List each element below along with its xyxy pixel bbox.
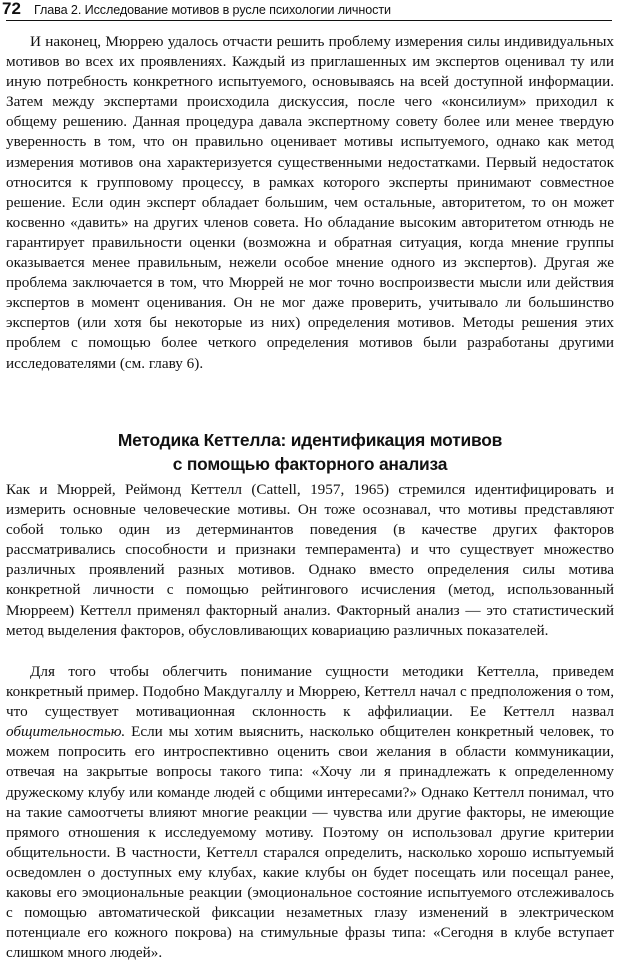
paragraph-text-rest: Если мы хотим выяснить, насколько общителен конкретный человек, то можем попросить его интроспективно оценить свои желания в области коммуникации, отвечая на закрытые вопросы такого типа: «Хочу ли я принадлежать к определенному дружескому клубу или команде людей с общими интересами?» Однако Кеттелл понимал, что на такие самоотчеты влияют многие реакции — чувства или другие факторы, не имеющие прямого отношения к исследуемому мотиву. Поэтому он использовал другие критерии общительности. В частности, Кеттелл старался определить, насколько хорошо испытуемый осведомлен о доступных ему клубах, какие клубы он будет посещать или посещал ранее, каковы его эмоциональные реакции (эмоциональное состояние испытуемого отслеживалось с помощью автоматической фиксации незаметных глазу изменений в электрическом потенциале его кожного покрова) на стимульные фразы типа: «Сегодня в клубе вступает слишком много людей». <box>6 723 614 962</box>
section-heading-line-2: с помощью факторного анализа <box>172 454 448 474</box>
running-title: Глава 2. Исследование мотивов в русле психологии личности <box>34 3 391 17</box>
paragraph-cattell-intro: Как и Мюррей, Реймонд Кеттелл (Cattell, 1957, 1965) стремился идентифицировать и измерить основные человеческие мотивы. Он тоже осознавал, что мотивы представляют собой только один из детерминантов поведения (в качестве других факторов рассматривались способности и признаки темперамента) и что существует множество различных проявлений разных мотивов. Однако вместо определения силы мотива конкретной личности с помощью рейтингового исчисления (метод, использованный Мюрреем) Кеттелл применял факторный анализ. Факторный анализ — это статистический метод выделения факторов, обусловливающих ковариацию различных показателей. <box>6 481 614 639</box>
italic-term: общительностью. <box>6 723 126 741</box>
section-heading-line-1: Методика Кеттелла: идентификация мотивов <box>117 430 503 450</box>
paragraph-murray-experts: И наконец, Мюррею удалось отчасти решить проблему измерения силы индивидуальных мотивов во всех их проявлениях. Каждый из приглашенных им экспертов оценивал ту или иную потребность конкретного испытуемого, основываясь на всей доступной информации. Затем между экспертами происходила дискуссия, после чего «консилиум» приходил к общему решению. Данная процедура давала экспертному совету более или менее твердую уверенность в том, что он правильно оценивает мотивы испытуемого, однако как метод измерения мотивов она характеризуется существенными недостатками. Первый недостаток относится к групповому процессу, в рамках которого эксперты принимают совместное решение. Если один эксперт обладает большим, чем остальные, авторитетом, то он может косвенно «давить» на других членов совета. Но обладание высоким авторитетом отнюдь не гарантирует правильности оценки (возможна и обратная ситуация, когда мнение группы оказывается менее правильным, нежели особое мнение одного из экспертов). Другая же проблема заключается в том, что Мюррей не мог точно воспроизвести мысли или действия экспертов в момент оценивания. Он не мог даже проверить, учитывало ли большинство экспертов (или хотя бы некоторые из них) определения мотивов. Методы решения этих проблем с помощью более четкого определения мотивов были разработаны другими исследователями (см. главу 6). <box>6 33 614 372</box>
page-number: 72 <box>2 0 21 18</box>
running-header <box>0 0 620 22</box>
paragraph-text-start: Для того чтобы облегчить понимание сущности методики Кеттелла, приведем конкретный пример. Подобно Макдугаллу и Мюррею, Кеттелл начал с предположения о том, что существует мотивационная склонность к аффилиации. Ее Кеттелл назвал <box>6 663 614 721</box>
section-heading <box>6 428 614 476</box>
header-rule <box>6 20 612 21</box>
paragraph-cattell-example <box>6 662 614 963</box>
